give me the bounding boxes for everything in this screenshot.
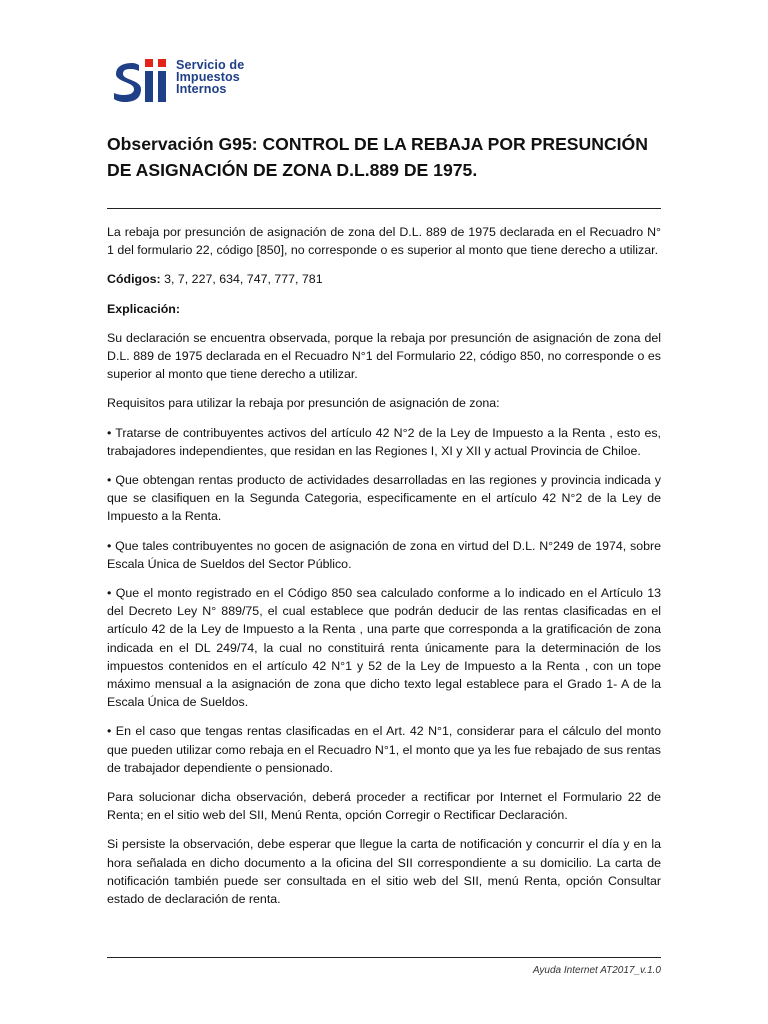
requirement-bullet-2: • Que obtengan rentas producto de actividades desarrolladas en las regiones y provincia indicada y que se clasifiquen en la Segunda Categoria, especificamente en el artículo 42 N°2 de la Ley de Impuesto a la Renta. [107,473,661,524]
title-divider [107,208,661,209]
persist-paragraph: Si persiste la observación, debe esperar que llegue la carta de notificación y concurrir el día y en la hora señalada en dicho documento a la oficina del SII correspondiente a su domicilio. La carta de notificación también puede ser consultada en el sitio web del SII, menú Renta, opción Consultar estado de declaración de renta. [107,837,661,907]
requirement-bullet-5: • En el caso que tengas rentas clasificadas en el Art. 42 N°1, considerar para el cálculo del monto que pueden utilizar como rebaja en el Recuadro N°1, el monto que ya les fue rebajado de sus rentas de trabajador dependiente o pensionado. [107,724,661,775]
document-body [107,223,661,919]
solution-paragraph: Para solucionar dicha observación, deberá proceder a rectificar por Internet el Formulario 22 de Renta; en el sitio web del SII, Menú Renta, opción Corregir o Rectificar Declaración. [107,790,661,823]
footer-divider [107,957,661,958]
sii-logo [112,51,244,103]
explanation-label: Explicación: [107,301,180,316]
document-title: Observación G95: CONTROL DE LA REBAJA POR PRESUNCIÓN DE ASIGNACIÓN DE ZONA D.L.889 DE 1975. [107,134,648,180]
codes-line [107,270,661,288]
explanation-paragraph: Su declaración se encuentra observada, porque la rebaja por presunción de asignación de zona del D.L. 889 de 1975 declarada en el Recuadro N°1 del Formulario 22, código 850, no corresponde o es superior al monto que tiene derecho a utilizar. [107,330,661,382]
logo-line-2: Impuestos [176,70,240,84]
requirement-bullet-1: • Tratarse de contribuyentes activos del artículo 42 N°2 de la Ley de Impuesto a la Renta , esto es, trabajadores independientes, que residan en las Regiones I, XI y XII y actual Provincia de Chiloe. [107,425,661,458]
logo-wordmark [176,59,244,95]
footer-version: Ayuda Internet AT2017_v.1.0 [532,965,661,976]
requirement-bullet-4: • Que el monto registrado en el Código 850 sea calculado conforme a lo indicado en el Artículo 13 del Decreto Ley N° 889/75, el cual establece que podrán deducir de las rentas clasificadas en el artículo 42 de la Ley de Impuesto a la Renta , una parte que corresponda a la gratificación de zona indicada en el DL 249/74, la cual no constituirá renta únicamente para la determinación de los impuestos contenidos en el artículo 42 N°1 y 52 de la Ley de Impuesto a la Renta , con un tope máximo mensual a la asignación de zona que dicho texto legal establece para el Grado 1- A de la Escala Única de Sueldos. [107,586,661,710]
codes-value: 3, 7, 227, 634, 747, 777, 781 [160,272,323,287]
logo-line-3: Internos [176,82,227,96]
requirements-heading: Requisitos para utilizar la rebaja por presunción de asignación de zona: [107,396,500,411]
requirement-bullet-3: • Que tales contribuyentes no gocen de asignación de zona en virtud del D.L. N°249 de 1974, sobre Escala Única de Sueldos del Sector Público. [107,538,661,571]
logo-line-1: Servicio de [176,58,245,72]
codes-label: Códigos: [107,272,161,287]
intro-paragraph: La rebaja por presunción de asignación de zona del D.L. 889 de 1975 declarada en el Recuadro N° 1 del formulario 22, código [850], no corresponde o es superior al monto que tiene derecho a utilizar. [107,225,661,258]
sii-logo-mark-icon [112,51,170,103]
